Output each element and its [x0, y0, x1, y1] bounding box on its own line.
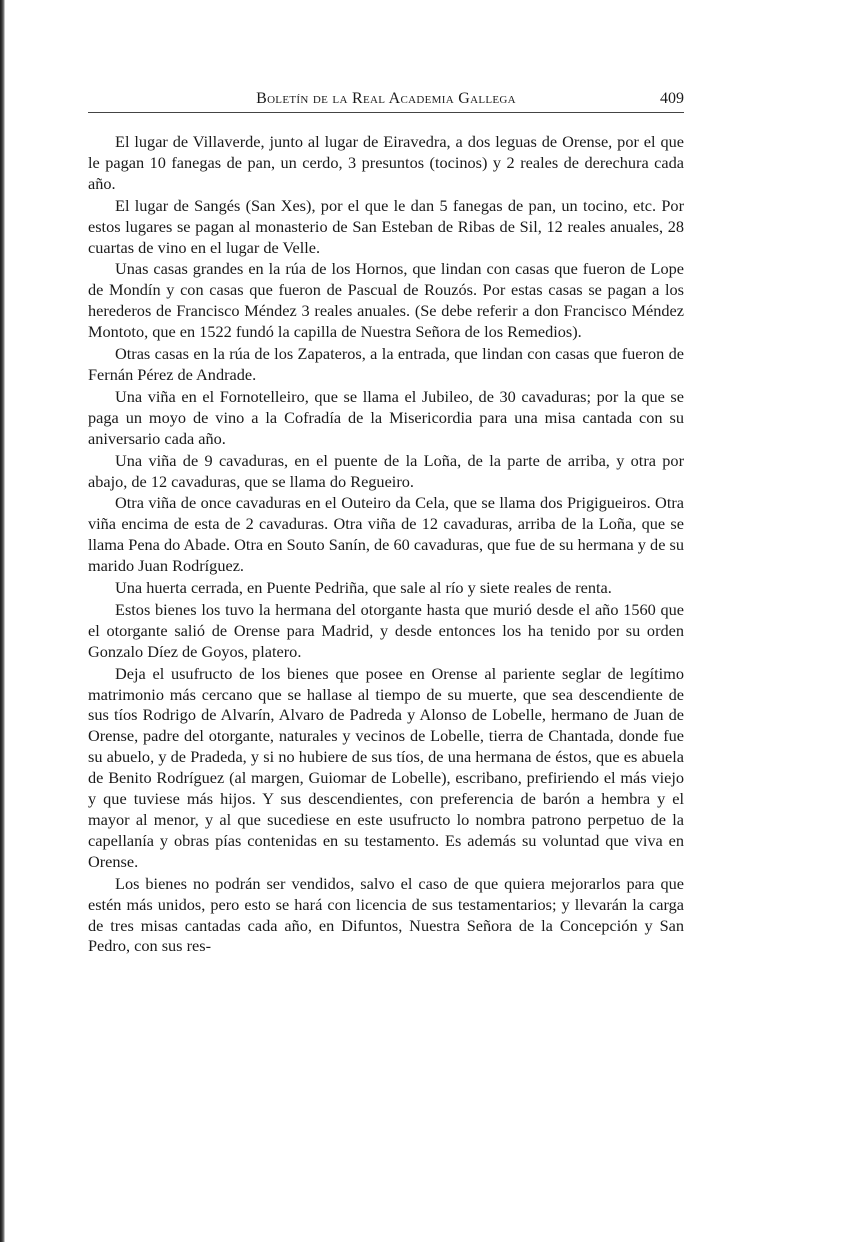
body-text [88, 132, 684, 958]
paragraph: Otra viña de once cavaduras en el Outeiro da Cela, que se llama dos Prigigueiros. Otra viña encima de esta de 2 cavaduras. Otra viña de 12 cavaduras, arriba de la Loña, que se llama Pena do Abade. Otra en Souto Sanín, de 60 cavaduras, que fue de su hermana y de su marido Juan Rodríguez. [88, 493, 684, 576]
header-rule [88, 112, 684, 113]
paragraph: Unas casas grandes en la rúa de los Hornos, que lindan con casas que fueron de Lope de Mondín y con casas que fueron de Pascual de Rouzós. Por estas casas se pagan a los herederos de Francisco Méndez 3 reales anuales. (Se debe referir a don Francisco Méndez Montoto, que en 1522 fundó la capilla de Nuestra Señora de los Remedios). [88, 259, 684, 342]
running-head [88, 86, 684, 114]
paragraph: Otras casas en la rúa de los Zapateros, a la entrada, que lindan con casas que fueron de Fernán Pérez de Andrade. [88, 344, 684, 384]
paragraph: Una viña en el Fornotelleiro, que se llama el Jubileo, de 30 cavaduras; por la que se paga un moyo de vino a la Cofradía de la Misericordia para una misa cantada con su aniversario cada año. [88, 386, 684, 448]
paragraph: El lugar de Sangés (San Xes), por el que le dan 5 fanegas de pan, un tocino, etc. Por estos lugares se pagan al monasterio de San Esteban de Ribas de Sil, 12 reales anuales, 28 cuartas de vino en el lugar de Velle. [88, 195, 684, 257]
page-number: 409 [660, 90, 684, 107]
paragraph: Una viña de 9 cavaduras, en el puente de la Loña, de la parte de arriba, y otra por abajo, de 12 cavaduras, que se llama do Regueiro. [88, 450, 684, 491]
paragraph: Una huerta cerrada, en Puente Pedriña, que sale al río y siete reales de renta. [115, 578, 612, 598]
paragraph: Deja el usufructo de los bienes que posee en Orense al pariente seglar de legítimo matrimonio más cercano que se hallase al tiempo de su muerte, que sea descendiente de sus tíos Rodrigo de Alvarín, Alvaro de Padreda y Alonso de Lobelle, hermano de Juan de Orense, padre del otorgante, naturales y vecinos de Lobelle, tierra de Chantada, donde fue su abuelo, y de Pradeda, y si no hubiere de sus tíos, de una hermana de éstos, que es abuela de Benito Rodríguez (al margen, Guiomar de Lobelle), escribano, prefiriendo el más viejo y que tuviese más hijos. Y sus descendientes, con preferencia de barón a hembra y el mayor al menor, y al que sucediese en este usufructo lo nombra patrono perpetuo de la capellanía y obras pías contenidas en su testamento. Es además su voluntad que viva en Orense. [88, 663, 684, 871]
paragraph: Estos bienes los tuvo la hermana del otorgante hasta que murió desde el año 1560 que el otorgante salió de Orense para Madrid, y desde entonces los ha tenido por su orden Gonzalo Díez de Goyos, platero. [88, 599, 684, 661]
journal-title: Boletín de la Real Academia Gallega [256, 90, 516, 107]
binding-edge [0, 0, 5, 1242]
paragraph: Los bienes no podrán ser vendidos, salvo el caso de que quiera mejorarlos para que estén más unidos, pero esto se hará con licencia de sus testamentarios; y llevarán la carga de tres misas cantadas cada año, en Difuntos, Nuestra Señora de la Concepción y San Pedro, con sus res- [88, 873, 684, 956]
paragraph: El lugar de Villaverde, junto al lugar de Eiravedra, a dos leguas de Orense, por el que le pagan 10 fanegas de pan, un cerdo, 3 presuntos (tocinos) y 2 reales de derechura cada año. [88, 132, 684, 193]
